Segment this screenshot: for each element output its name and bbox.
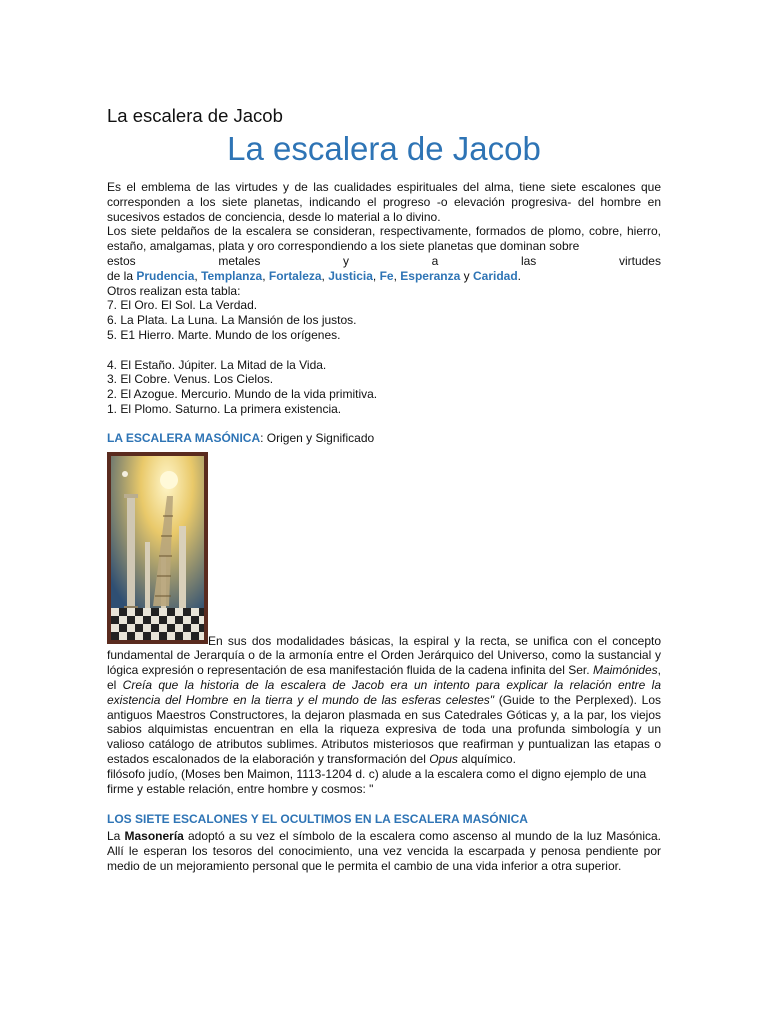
section-heading-masonic-ladder xyxy=(107,431,661,446)
document-title: La escalera de Jacob xyxy=(107,105,283,126)
masonic-ladder-illustration xyxy=(111,456,204,640)
separator: y xyxy=(460,268,473,283)
virtue-link[interactable]: Fortaleza xyxy=(268,268,322,283)
main-heading: La escalera de Jacob xyxy=(227,130,541,167)
virtue-link[interactable]: Esperanza xyxy=(400,268,461,283)
separator: , xyxy=(194,268,202,283)
virtue-link[interactable]: Prudencia xyxy=(136,268,195,283)
section2-body xyxy=(107,829,661,873)
list-item: 2. El Azogue. Mercurio. Mundo de la vida primitiva. xyxy=(107,387,378,402)
spread-word: las xyxy=(520,253,537,268)
virtue-link[interactable]: Templanza xyxy=(201,268,263,283)
body-text: La xyxy=(107,829,125,844)
section-title[interactable]: LA ESCALERA MASÓNICA xyxy=(107,430,261,445)
body-text: adoptó a su vez el símbolo de la escalera como ascenso al mundo de la luz Masónica. Allí le esperan los tesoros del conocimiento, una vez vencida la escarpada y penosa pendiente por medio de un mejoramiento personal que le permita el cambio de una vida inferior a otra superior. xyxy=(107,829,661,873)
section1-body xyxy=(107,634,661,767)
virtues-prefix: de la xyxy=(107,268,137,283)
section1-body-continued: filósofo judío, (Moses ben Maimon, 1113-1204 d. c) alude a la escalera como el digno ejemplo de una firme y estable relación, entre hombre y cosmos: " xyxy=(107,766,647,796)
bold-text: Masonería xyxy=(124,829,184,844)
virtue-link[interactable]: Caridad xyxy=(472,268,518,283)
spread-word: virtudes xyxy=(618,253,661,268)
spread-word: metales xyxy=(218,253,261,268)
spread-word: estos xyxy=(107,253,136,268)
list-item: 5. E1 Hierro. Marte. Mundo de los orígenes. xyxy=(107,327,341,342)
planet-table-bottom xyxy=(107,358,661,417)
masonic-painting-image xyxy=(107,452,208,644)
separator: , xyxy=(372,268,380,283)
separator: , xyxy=(393,268,401,283)
list-item: 4. El Estaño. Júpiter. La Mitad de la Vida. xyxy=(107,357,327,372)
list-item: 6. La Plata. La Luna. La Mansión de los justos. xyxy=(107,313,357,328)
virtues-line xyxy=(107,269,661,284)
document-page xyxy=(107,104,661,874)
separator: . xyxy=(517,268,522,283)
body-text: En sus dos modalidades básicas, la espiral y la recta, se unifica con el concepto fundamental de Jerarquía o de la armonía entre el Orden Jerárquico del Universo, como la sustancial y lógica expresión o representación de esa manifestación fluida de la cadena infinita del Ser. xyxy=(107,633,661,678)
body-text: alquímico. xyxy=(457,751,516,766)
planet-table-top xyxy=(107,298,661,342)
italic-text: Maimónides xyxy=(592,663,658,678)
separator: , xyxy=(262,268,269,283)
italic-text: Opus xyxy=(429,751,458,766)
section2-title[interactable]: LOS SIETE ESCALONES Y EL OCULTIMOS EN LA ESCALERA MASÓNICA xyxy=(107,812,528,827)
virtue-link[interactable]: Justicia xyxy=(328,268,373,283)
justified-line xyxy=(107,254,661,269)
list-item: 1. El Plomo. Saturno. La primera existencia. xyxy=(107,401,342,416)
spread-word: y xyxy=(343,253,349,268)
list-item: 7. El Oro. El Sol. La Verdad. xyxy=(107,298,258,313)
separator: , xyxy=(321,268,329,283)
virtue-link[interactable]: Fe xyxy=(379,268,394,283)
list-item: 3. El Cobre. Venus. Los Cielos. xyxy=(107,372,274,387)
spread-word: a xyxy=(431,253,439,268)
table-intro: Otros realizan esta tabla: xyxy=(107,283,241,298)
intro-paragraph-2: Los siete peldaños de la escalera se consideran, respectivamente, formados de plomo, cobre, hierro, estaño, amalgamas, plata y oro correspondiendo a los siete planetas que dominan sobre xyxy=(107,224,661,254)
body-text: , el xyxy=(107,663,661,692)
body-text: (Guide to the Perplexed). Los antiguos Maestros Constructores, la dejaron plasmada en sus Catedrales Góticas y, a la par, los viejos sabios alquimistas encuentran en ella la riqueza expresiva de toda una profunda simbología y un valioso catálogo de atributos sublimes. Atributos misteriosos que reafirman y puntualizan las etapas o estados escalonados de la elaboración y transformación del xyxy=(107,692,661,766)
section-subtitle: : Origen y Significado xyxy=(260,430,375,445)
italic-quote: Creía que la historia de la escalera de Jacob era un intento para explicar la relación entre la existencia del Hombre en la tierra y el mundo de las esferas celestes" xyxy=(107,677,661,707)
intro-paragraph-1: Es el emblema de las virtudes y de las cualidades espirituales del alma, tiene siete escalones que corresponden a los siete planetas, indicando el progreso -o elevación progresiva- del hombre en sucesivos estados de conciencia, desde lo material a lo divino. xyxy=(107,180,661,224)
figure-row xyxy=(107,452,661,646)
blank-line xyxy=(107,343,661,358)
